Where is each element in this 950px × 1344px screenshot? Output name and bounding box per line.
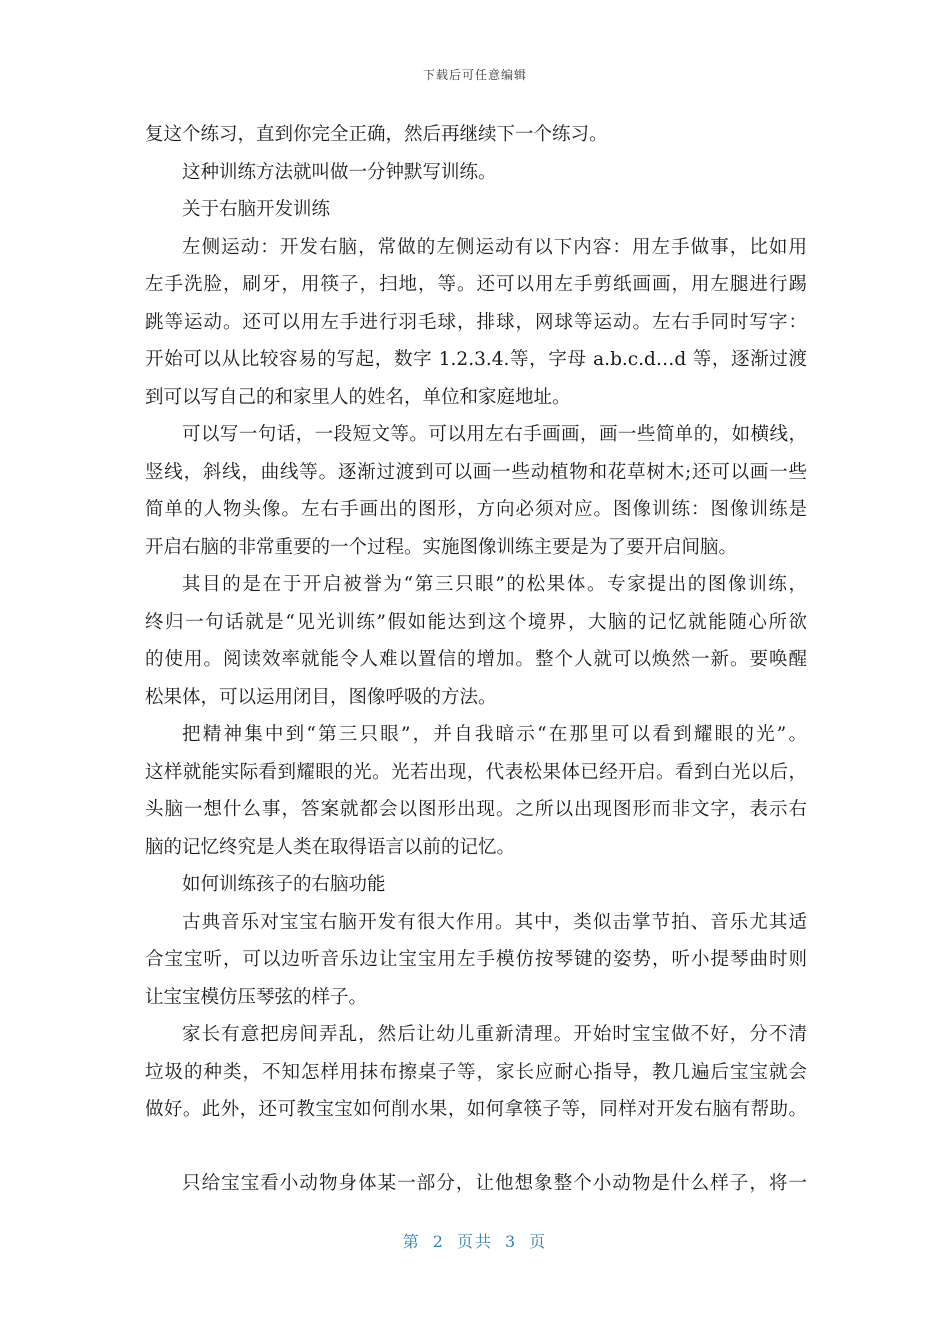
page-footer xyxy=(0,1229,950,1252)
footer-middle: 页共 xyxy=(456,1232,493,1251)
text-line: 跳等运动。还可以用左手进行羽毛球，排球，网球等运动。左右手同时写字： xyxy=(145,311,807,333)
document-body xyxy=(145,116,807,1202)
footer-prefix: 第 xyxy=(402,1232,421,1251)
text-line: 家长有意把房间弄乱，然后让幼儿重新清理。开始时宝宝做不好，分不清 xyxy=(182,1024,807,1045)
text-line: 竖线，斜线，曲线等。逐渐过渡到可以画一些动植物和花草树木;还可以画一些 xyxy=(145,461,807,483)
text-line: 到可以写自己的和家里人的姓名，单位和家庭地址。 xyxy=(145,386,571,408)
paragraph-block xyxy=(145,1165,807,1203)
text-line: 复这个练习，直到你完全正确，然后再继续下一个练习。 xyxy=(145,124,608,145)
text-line: 让宝宝模仿压琴弦的样子。 xyxy=(145,986,368,1008)
text-line: 这样就能实际看到耀眼的光。光若出现，代表松果体已经开启。看到白光以后， xyxy=(145,761,807,783)
text-line: 脑的记忆终究是人类在取得语言以前的记忆。 xyxy=(145,836,516,858)
text-line: 只给宝宝看小动物身体某一部分，让他想象整个小动物是什么样子，将一 xyxy=(182,1172,807,1194)
text-line: 松果体，可以运用闭目，图像呼吸的方法。 xyxy=(145,686,497,708)
text-line: 左侧运动：开发右脑，常做的左侧运动有以下内容：用左手做事，比如用 xyxy=(182,236,807,258)
text-line: 做好。此外，还可教宝宝如何削水果，如何拿筷子等，同样对开发右脑有帮助。 xyxy=(145,1099,807,1120)
text-line: 头脑一想什么事，答案就都会以图形出现。之所以出现图形而非文字，表示右 xyxy=(145,799,807,820)
text-line: 把精神集中到“第三只眼”，并自我暗示“在那里可以看到耀眼的光”。 xyxy=(182,724,807,745)
text-line: 开启右脑的非常重要的一个过程。实施图像训练主要是为了要开启间脑。 xyxy=(145,536,738,558)
text-line: 垃圾的种类，不知怎样用抹布擦桌子等，家长应耐心指导，教几遍后宝宝就会 xyxy=(145,1061,807,1083)
text-line: 可以写一句话，一段短文等。可以用左右手画画，画一些简单的，如横线， xyxy=(182,424,807,445)
paragraph-gap xyxy=(145,1129,807,1165)
footer-suffix: 页 xyxy=(529,1232,548,1251)
text-line: 合宝宝听，可以边听音乐边让宝宝用左手模仿按琴键的姿势，听小提琴曲时则 xyxy=(145,949,807,970)
text-line: 其目的是在于开启被誉为“第三只眼”的松果体。专家提出的图像训练， xyxy=(182,574,807,595)
text-line: 关于右脑开发训练 xyxy=(182,199,331,220)
text-line: 终归一句话就是“见光训练”假如能达到这个境界，大脑的记忆就能随心所欲 xyxy=(145,611,807,633)
text-line: 开始可以从比较容易的写起，数字 1.2.3.4.等，字母 a.b.c.d…d 等，逐渐过渡 xyxy=(145,349,807,370)
text-line: 的使用。阅读效率就能令人难以置信的增加。整个人就可以焕然一新。要唤醒 xyxy=(145,649,807,670)
text-line: 古典音乐对宝宝右脑开发有很大作用。其中，类似击掌节拍、音乐尤其适 xyxy=(182,911,807,933)
text-line: 如何训练孩子的右脑功能 xyxy=(182,874,386,895)
text-line: 这种训练方法就叫做一分钟默写训练。 xyxy=(182,161,497,183)
text-line: 简单的人物头像。左右手画出的图形，方向必须对应。图像训练：图像训练是 xyxy=(145,499,807,520)
paragraph-block xyxy=(145,116,807,1129)
footer-current-page: 2 xyxy=(432,1232,445,1251)
text-line: 左手洗脸，刷牙，用筷子，扫地，等。还可以用左手剪纸画画，用左腿进行踢 xyxy=(145,274,807,295)
footer-total-pages: 3 xyxy=(505,1232,518,1251)
page-header: 下载后可任意编辑 xyxy=(422,68,527,82)
